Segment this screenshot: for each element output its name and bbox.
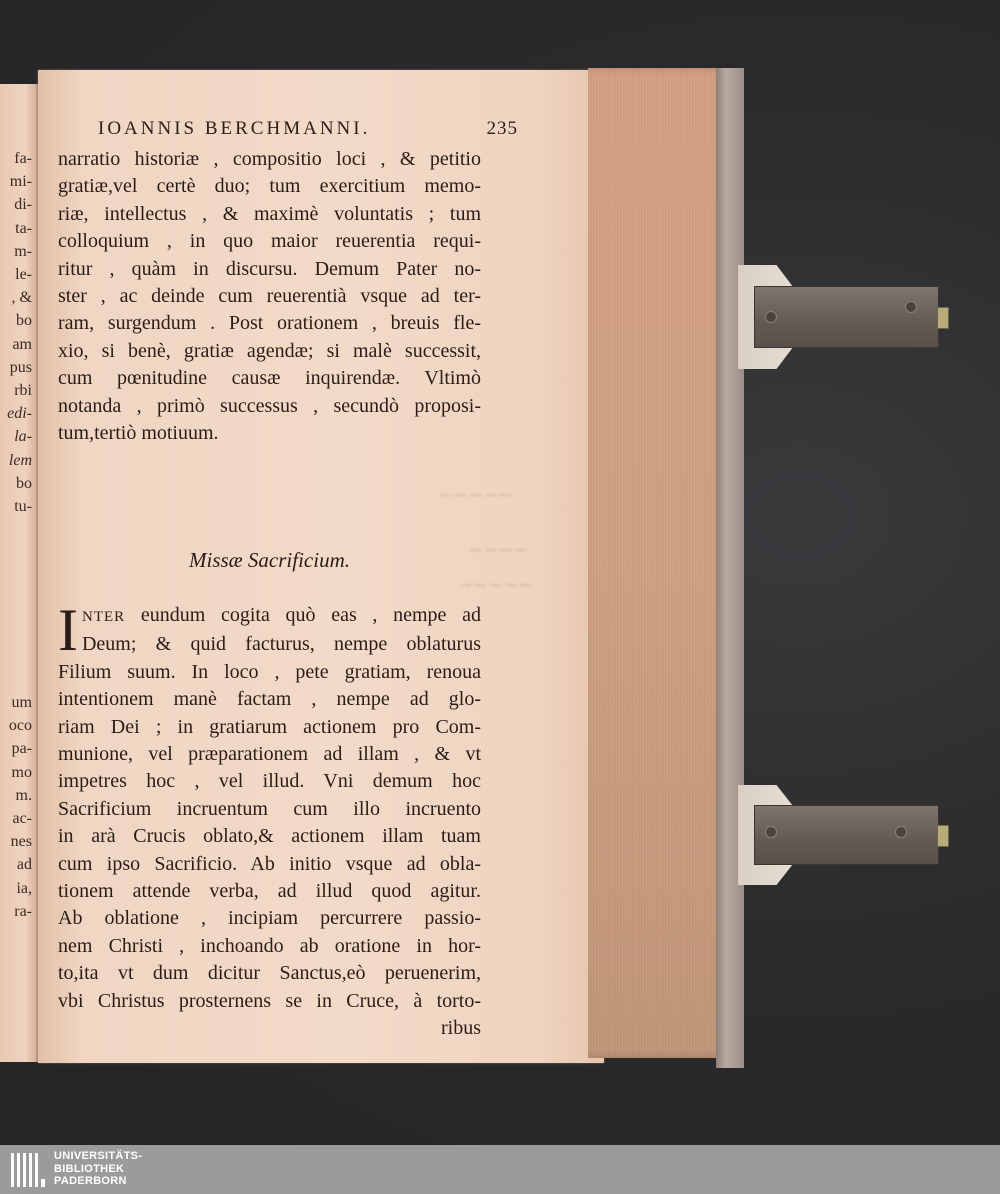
fore-edge-shading <box>588 68 728 1058</box>
left-page-fragment: ac- <box>12 810 32 827</box>
left-page-fragment: tu- <box>14 498 32 515</box>
left-page-fragment: bo <box>16 312 32 330</box>
first-line-rest: eundum cogita quò eas , nempe ad <box>125 604 481 626</box>
clasp-plate <box>754 805 939 865</box>
bleed-through-text: ∼∼∼∼ <box>468 540 529 560</box>
left-page-fragment: lem <box>8 451 32 469</box>
left-page-fragment: bo <box>16 474 32 492</box>
rivet <box>895 826 907 838</box>
text-line: ram, surgendum . Post orationem , breuis fle- <box>58 312 481 335</box>
running-title: IOANNIS BERCHMANNI. <box>98 118 371 139</box>
text-line: impetres hoc , vel illud. Vni demum hoc <box>58 770 481 793</box>
text-line: ster , ac deinde cum reuerentià vsque ad ter- <box>58 285 481 308</box>
text-line: riæ, intellectus , & maximè voluntatis ; tum <box>58 202 481 225</box>
bleed-through-text: ∼∼∼∼∼ <box>458 575 534 595</box>
left-page-fragment: rbi <box>14 382 32 399</box>
library-name-line: PADERBORN <box>54 1175 127 1187</box>
clasp-plate <box>754 286 939 348</box>
left-page-fragment: , & <box>11 289 32 307</box>
left-page-fragment: la- <box>14 428 32 446</box>
left-page-fragment: di- <box>14 196 32 214</box>
text-line: intentionem manè factam , nempe ad glo- <box>58 688 481 711</box>
text-line: vbi Christus prosternens se in Cruce, à torto- <box>58 989 481 1012</box>
back-board <box>716 68 744 1068</box>
left-page-edge <box>0 84 38 1062</box>
text-line: riam Dei ; in gratiarum actionem pro Com- <box>58 715 481 738</box>
small-caps-word: NTER <box>81 609 126 625</box>
lower-clasp <box>738 785 943 885</box>
text-line: gratiæ,vel certè duo; tum exercitium memo- <box>58 175 481 198</box>
text-line: colloquium , in quo maior reuerentia requi- <box>58 230 481 253</box>
text-line: in arà Crucis oblato,& actionem illam tuam <box>58 825 481 848</box>
catchword: ribus <box>441 1017 481 1040</box>
drop-capital: I <box>58 597 78 663</box>
left-page-fragment: ad <box>16 856 32 874</box>
library-logo-icon <box>10 1151 46 1189</box>
left-page-fragment: le- <box>15 266 32 283</box>
left-page-fragment: fa- <box>14 150 32 167</box>
rivet <box>765 311 777 323</box>
page-number: 235 <box>486 118 518 139</box>
left-page-fragment: m. <box>15 786 32 804</box>
text-line: munione, vel præparationem ad illam , & vt <box>58 743 481 766</box>
left-page-fragment: m- <box>14 242 32 260</box>
running-head <box>98 118 518 140</box>
rivet <box>905 301 917 313</box>
text-line: narratio historiæ , compositio loci , & petitio <box>58 148 481 170</box>
left-page-fragment: nes <box>10 833 32 851</box>
footer-bar <box>0 1145 1000 1194</box>
left-page-fragment: ta- <box>15 219 32 237</box>
left-page-fragment: mo <box>11 763 32 781</box>
text-line: cum ipso Sacrificio. Ab initio vsque ad obla- <box>58 852 481 875</box>
left-page-fragment: ia, <box>16 879 32 897</box>
left-page-fragment: oco <box>8 717 32 735</box>
left-page-fragment: am <box>12 335 32 353</box>
library-name-line: BIBLIOTHEK <box>54 1162 125 1175</box>
section-title: Missæ Sacrificium. <box>189 548 350 572</box>
text-line: tum,tertiò motiuum. <box>58 422 219 445</box>
upper-clasp <box>738 265 943 369</box>
library-name-line: UNIVERSITÄTS- <box>54 1150 143 1162</box>
text-line: Deum; & quid facturus, nempe oblaturus <box>81 633 481 656</box>
left-page-fragment: pus <box>9 358 32 376</box>
text-line: Ab oblatione , incipiam percurrere passio- <box>58 907 481 930</box>
text-line: Filium suum. In loco , pete gratiam, renoua <box>58 660 481 683</box>
rivet <box>765 826 777 838</box>
text-line: nem Christi , inchoando ab oratione in hor- <box>58 934 481 957</box>
left-page-fragment: pa- <box>11 740 32 758</box>
text-line: tionem attende verba, ad illud quod agitur. <box>58 880 481 903</box>
paragraph-two-lines <box>58 631 481 1015</box>
left-page-fragment: mi- <box>9 173 32 191</box>
text-line: ritur , quàm in discursu. Demum Pater no- <box>58 257 481 280</box>
text-line: notanda , primò successus , secundò proposi- <box>58 394 481 417</box>
paragraph-two <box>58 597 481 1043</box>
left-page-fragment: um <box>11 694 32 711</box>
text-line: to,ita vt dum dicitur Sanctus,eò peruenerim, <box>58 962 481 985</box>
right-page <box>38 70 604 1063</box>
left-page-fragment: edi- <box>7 405 32 423</box>
clasp-tip <box>937 825 949 847</box>
library-name <box>54 1150 142 1188</box>
text-line: Sacrificium incruentum cum illo incruento <box>58 797 481 820</box>
bleed-through-text: ∼∼∼∼∼ <box>438 485 514 505</box>
left-page-fragment: ra- <box>14 902 32 920</box>
paragraph-two-first-line <box>58 602 481 631</box>
paragraph-one <box>58 146 481 447</box>
text-line: xio, si benè, gratiæ agendæ; si malè successit, <box>58 339 481 362</box>
text-line: cum pœnitudine causæ inquirendæ. Vltimò <box>58 367 481 390</box>
clasp-tip <box>937 307 949 330</box>
